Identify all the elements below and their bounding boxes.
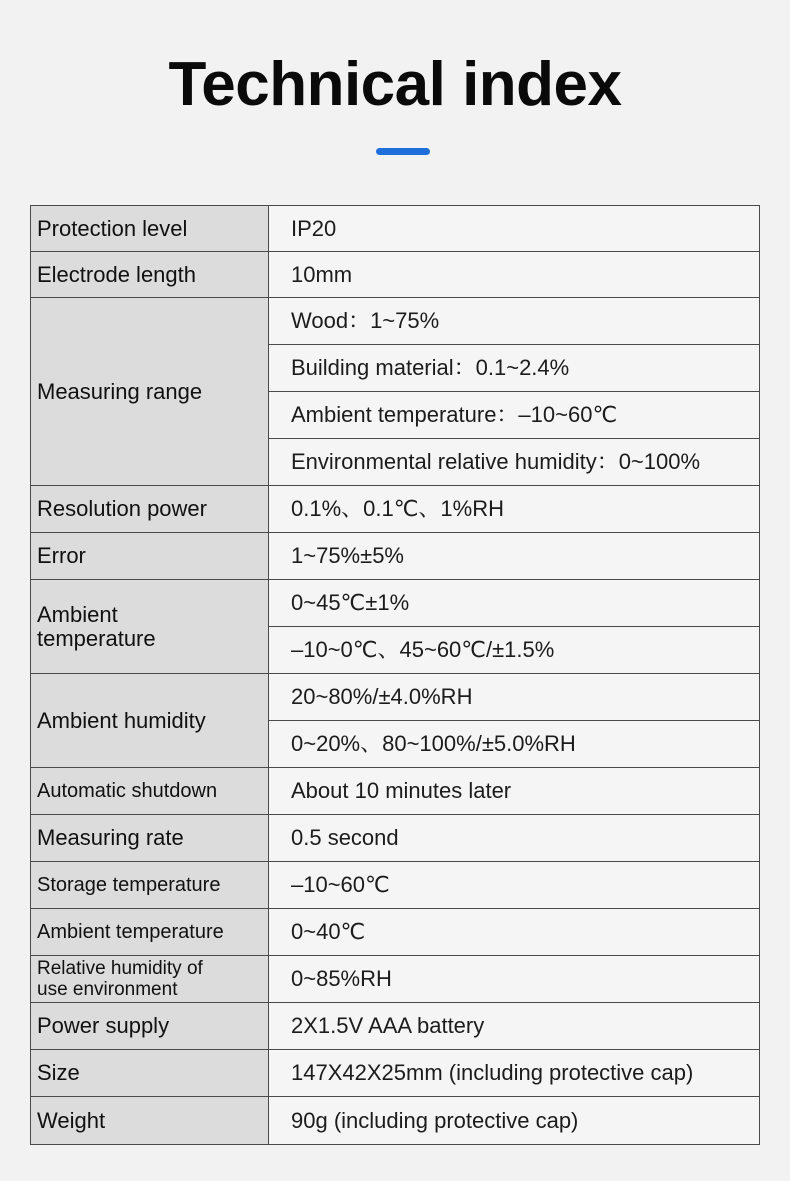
table-row — [31, 252, 760, 298]
table-row — [31, 674, 760, 721]
row-value: IP20 — [269, 206, 760, 252]
row-value: –10~60℃ — [269, 862, 760, 909]
row-label: Power supply — [31, 1003, 269, 1050]
row-value: 147X42X25mm (including protective cap) — [269, 1050, 760, 1097]
table-row — [31, 862, 760, 909]
row-label: Ambient temperature — [31, 909, 269, 956]
table-row — [31, 298, 760, 345]
table-row — [31, 486, 760, 533]
spec-table — [30, 205, 760, 1145]
page-title: Technical index — [168, 50, 622, 119]
table-row — [31, 768, 760, 815]
row-label: Electrode length — [31, 252, 269, 298]
row-label: Measuring rate — [31, 815, 269, 862]
row-label: Automatic shutdown — [31, 768, 269, 815]
row-label: Size — [31, 1050, 269, 1097]
table-row — [31, 909, 760, 956]
row-value: 0~85%RH — [269, 956, 760, 1003]
row-value: 2X1.5V AAA battery — [269, 1003, 760, 1050]
row-value: –10~0℃、45~60℃/±1.5% — [269, 627, 760, 674]
row-label: Relative humidity of use environment — [31, 956, 269, 1003]
row-value: Wood：1~75% — [269, 298, 760, 345]
table-row — [31, 206, 760, 252]
row-value: 0~20%、80~100%/±5.0%RH — [269, 721, 760, 768]
row-value: 0.1%、0.1℃、1%RH — [269, 486, 760, 533]
row-value: About 10 minutes later — [269, 768, 760, 815]
row-value: 0~40℃ — [269, 909, 760, 956]
table-row — [31, 956, 760, 1003]
row-label: Error — [31, 533, 269, 580]
row-value: 0~45℃±1% — [269, 580, 760, 627]
row-label: Weight — [31, 1097, 269, 1145]
table-row — [31, 580, 760, 627]
row-value: Building material：0.1~2.4% — [269, 345, 760, 392]
row-value: 90g (including protective cap) — [269, 1097, 760, 1145]
row-value: 10mm — [269, 252, 760, 298]
row-label: Measuring range — [31, 298, 269, 486]
table-row — [31, 815, 760, 862]
table-row — [31, 1050, 760, 1097]
row-value: 1~75%±5% — [269, 533, 760, 580]
row-label: Protection level — [31, 206, 269, 252]
row-label: Storage temperature — [31, 862, 269, 909]
row-label: Resolution power — [31, 486, 269, 533]
row-value: 20~80%/±4.0%RH — [269, 674, 760, 721]
row-label: Ambient temperature — [31, 580, 269, 674]
row-value: 0.5 second — [269, 815, 760, 862]
table-row — [31, 533, 760, 580]
row-value: Ambient temperature：–10~60℃ — [269, 392, 760, 439]
title-accent-bar — [376, 148, 430, 155]
row-label: Ambient humidity — [31, 674, 269, 768]
table-row — [31, 1097, 760, 1145]
row-value: Environmental relative humidity：0~100% — [269, 439, 760, 486]
table-row — [31, 1003, 760, 1050]
